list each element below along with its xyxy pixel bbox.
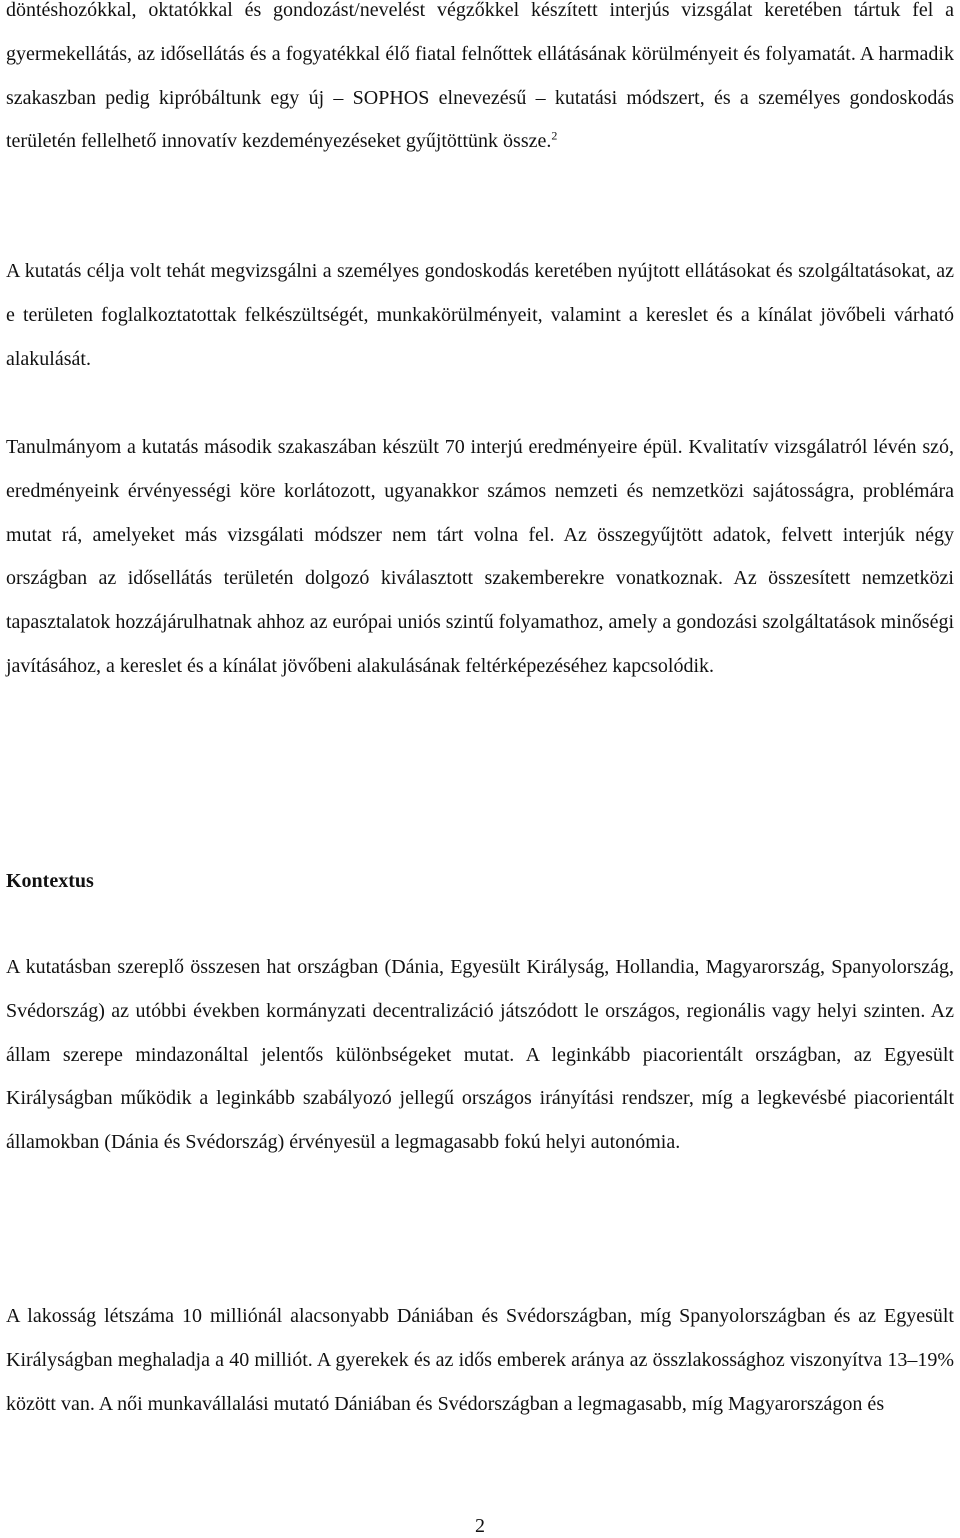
footnote-reference[interactable]: 2 xyxy=(551,128,558,143)
paragraph-research-goal: A kutatás célja volt tehát megvizsgálni a személyes gondoskodás keretében nyújtott ellátásokat és szolgáltatásokat, az e területen foglalkoztatottak felkészültségét, munkakörülményeit, valamint a kereslet és a kínálat jövőbeli várható alakulását. xyxy=(6,260,954,370)
paragraph-context-decentralization: A kutatásban szereplő összesen hat országban (Dánia, Egyesült Királyság, Hollandia, Magyarország, Spanyolország, Svédország) az utóbbi években kormányzati decentralizáció játszódott le országos, regionális vagy helyi szinten. Az állam szerepe mindazonáltal jelentős különbségeket mutat. A leginkább piacorientált országban, az Egyesült Királyságban működik a leginkább szabályozó jellegű országos irányítási rendszer, míg a legkevésbé piacorientált államokban (Dánia és Svédország) érvényesül a legmagasabb fokú helyi autonómia. xyxy=(6,956,954,1154)
paragraph-study-basis: Tanulmányom a kutatás második szakaszában készült 70 interjú eredményeire épül. Kvalitatív vizsgálatról lévén szó, eredményeink érvényességi köre korlátozott, ugyanakkor számos nemzeti és nemzetközi sajátosságra, problémára mutat rá, amelyeket más vizsgálati módszer nem tárt volna fel. Az összegyűjtött adatok, felvett interjúk négy országban az idősellátás területén dolgozó kiválasztott szakemberekre vonatkoznak. Az összesített nemzetközi tapasztalatok hozzájárulhatnak ahhoz az európai uniós szintű folyamathoz, amely a gondozási szolgáltatások minőségi javításához, a kereslet és a kínálat jövőbeni alakulásának feltérképezéséhez kapcsolódik. xyxy=(6,436,955,677)
paragraph-research-phases xyxy=(6,0,954,164)
paragraph-context-population: A lakosság létszáma 10 milliónál alacsonyabb Dániában és Svédországban, míg Spanyolországban és az Egyesült Királyságban meghaladja a 40 milliót. A gyerekek és az idős emberek aránya az összlakossághoz viszonyítva 13–19% között van. A női munkavállalási mutató Dániában és Svédországban a legmagasabb, míg Magyarországon és xyxy=(6,1305,954,1415)
paragraph-text: döntéshozókkal, oktatókkal és gondozást/nevelést végzőkkel készített interjús vizsgálat keretében tártuk fel a gyermekellátás, az idősellátás és a fogyatékkal élő fiatal felnőttek ellátásának körülményeit és folyamatát. A harmadik szakaszban pedig kipróbáltunk egy új – SOPHOS elnevezésű – kutatási módszert, és a személyes gondoskodás területén fellelhető innovatív kezdeményezéseket gyűjtöttünk össze. xyxy=(6,0,954,153)
page-number: 2 xyxy=(475,1515,485,1537)
section-heading: Kontextus xyxy=(6,870,94,892)
